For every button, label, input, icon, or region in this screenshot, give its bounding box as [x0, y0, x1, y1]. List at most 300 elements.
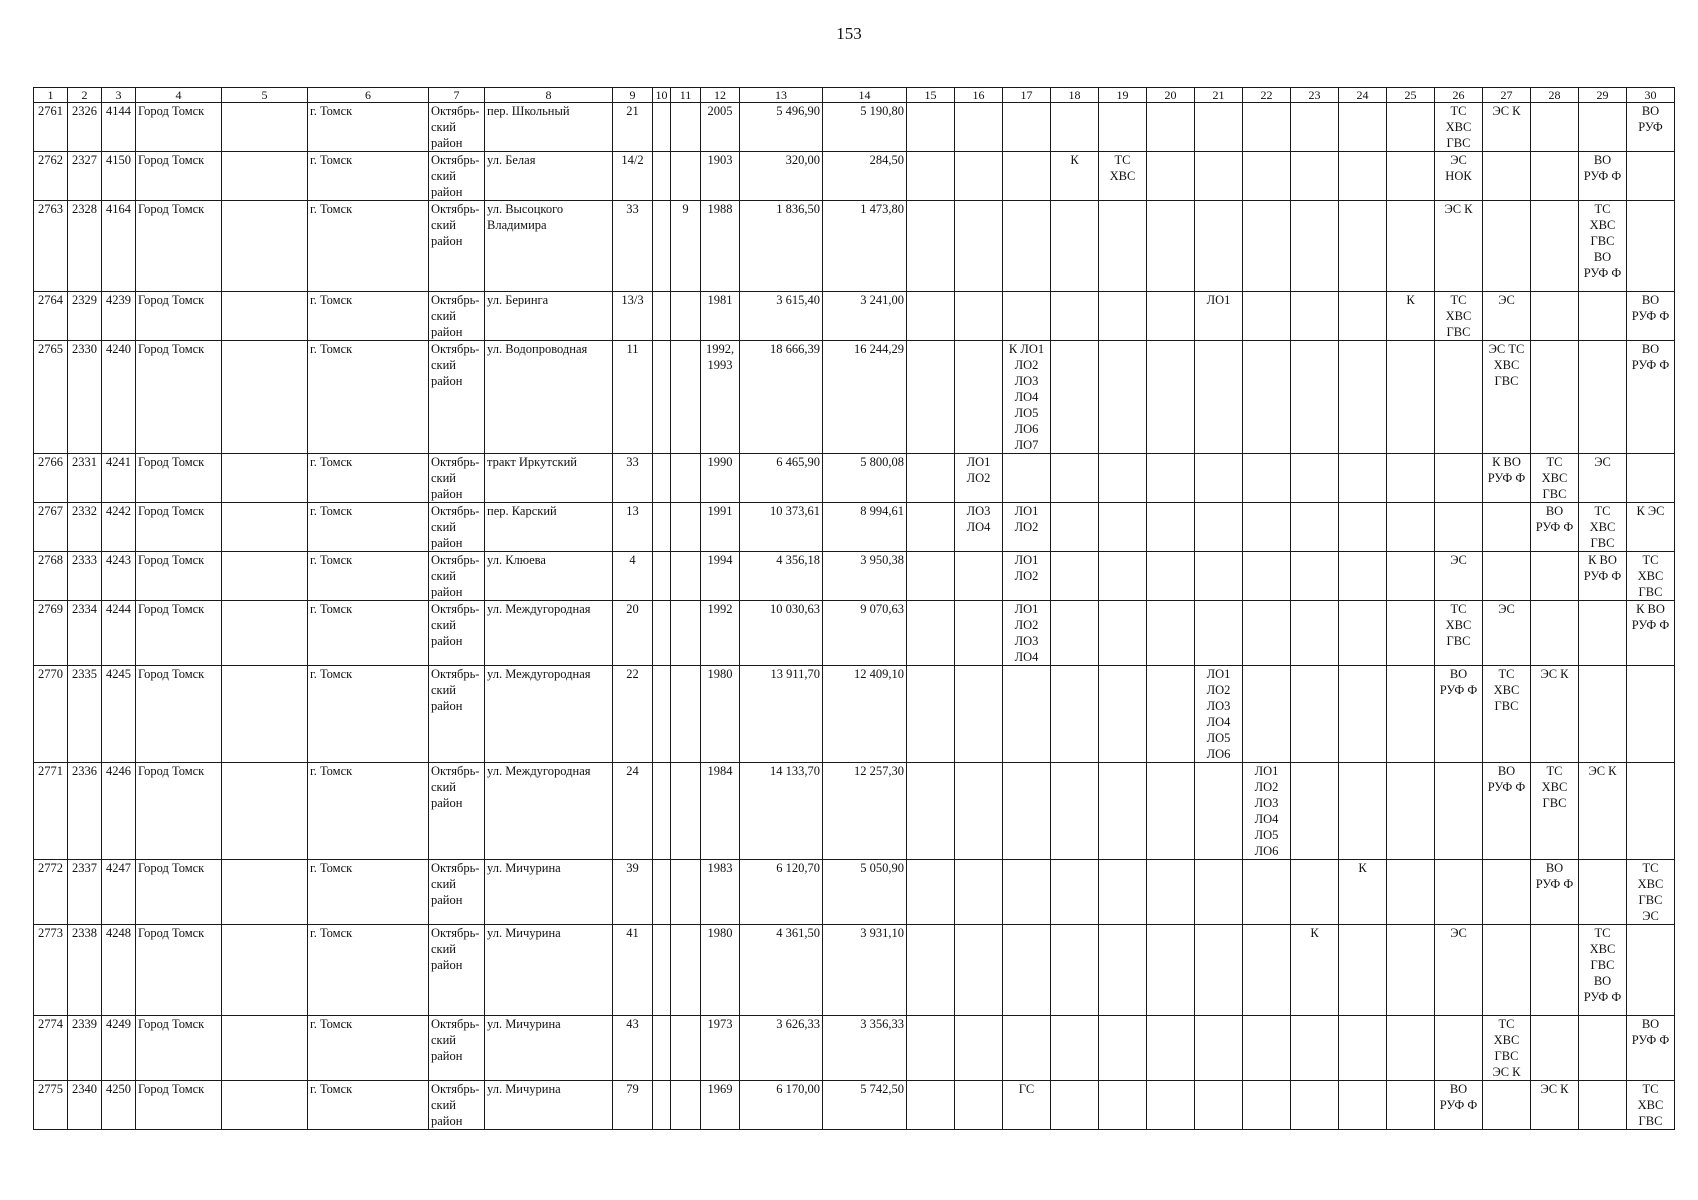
cell-col-3: 4250: [102, 1081, 136, 1130]
cell-col-4: Город Томск: [136, 763, 222, 860]
cell-col-18: [1051, 552, 1099, 601]
cell-col-20: [1147, 925, 1195, 1016]
table-row: [34, 201, 1675, 292]
cell-col-6: г. Томск: [308, 925, 429, 1016]
cell-col-16: [955, 763, 1003, 860]
cell-col-29: ЭС К: [1579, 763, 1627, 860]
cell-col-6: г. Томск: [308, 601, 429, 666]
cell-col-17: [1003, 860, 1051, 925]
cell-col-18: [1051, 763, 1099, 860]
cell-col-10: [653, 763, 671, 860]
cell-col-8: ул. Мичурина: [485, 925, 613, 1016]
cell-col-18: К: [1051, 152, 1099, 201]
cell-col-9: 14/2: [613, 152, 653, 201]
cell-col-16: [955, 925, 1003, 1016]
column-header-18: 18: [1051, 88, 1099, 103]
cell-col-6: г. Томск: [308, 763, 429, 860]
cell-col-26: [1435, 503, 1483, 552]
cell-col-18: [1051, 201, 1099, 292]
cell-col-9: 33: [613, 201, 653, 292]
cell-col-10: [653, 1081, 671, 1130]
column-header-9: 9: [613, 88, 653, 103]
cell-col-15: [907, 292, 955, 341]
cell-col-3: 4245: [102, 666, 136, 763]
cell-col-4: Город Томск: [136, 152, 222, 201]
cell-col-25: К: [1387, 292, 1435, 341]
cell-col-22: [1243, 152, 1291, 201]
cell-col-30: [1627, 925, 1675, 1016]
cell-col-7: Октябрь- ский район: [429, 552, 485, 601]
cell-col-20: [1147, 601, 1195, 666]
cell-col-30: ВО РУФ: [1627, 103, 1675, 152]
cell-col-11: [671, 601, 701, 666]
cell-col-14: 1 473,80: [823, 201, 907, 292]
cell-col-10: [653, 503, 671, 552]
cell-col-13: 6 170,00: [740, 1081, 823, 1130]
cell-col-23: [1291, 503, 1339, 552]
cell-col-28: ВО РУФ Ф: [1531, 503, 1579, 552]
cell-col-13: 10 030,63: [740, 601, 823, 666]
cell-col-16: [955, 601, 1003, 666]
cell-col-1: 2766: [34, 454, 68, 503]
cell-col-2: 2331: [68, 454, 102, 503]
cell-col-26: ЭС: [1435, 552, 1483, 601]
cell-col-4: Город Томск: [136, 666, 222, 763]
cell-col-15: [907, 763, 955, 860]
cell-col-20: [1147, 552, 1195, 601]
cell-col-6: г. Томск: [308, 860, 429, 925]
cell-col-7: Октябрь- ский район: [429, 103, 485, 152]
cell-col-15: [907, 1081, 955, 1130]
cell-col-7: Октябрь- ский район: [429, 925, 485, 1016]
column-header-12: 12: [701, 88, 740, 103]
cell-col-13: 14 133,70: [740, 763, 823, 860]
column-header-28: 28: [1531, 88, 1579, 103]
cell-col-21: [1195, 201, 1243, 292]
cell-col-5: [222, 601, 308, 666]
cell-col-3: 4240: [102, 341, 136, 454]
cell-col-26: [1435, 860, 1483, 925]
cell-col-1: 2769: [34, 601, 68, 666]
cell-col-6: г. Томск: [308, 1016, 429, 1081]
cell-col-3: 4246: [102, 763, 136, 860]
cell-col-9: 20: [613, 601, 653, 666]
cell-col-17: [1003, 152, 1051, 201]
cell-col-25: [1387, 925, 1435, 1016]
cell-col-7: Октябрь- ский район: [429, 152, 485, 201]
cell-col-18: [1051, 1016, 1099, 1081]
cell-col-14: 3 931,10: [823, 925, 907, 1016]
cell-col-24: [1339, 1016, 1387, 1081]
cell-col-22: [1243, 601, 1291, 666]
cell-col-1: 2772: [34, 860, 68, 925]
cell-col-30: [1627, 201, 1675, 292]
cell-col-12: 1980: [701, 666, 740, 763]
cell-col-8: ул. Междугородная: [485, 601, 613, 666]
cell-col-1: 2762: [34, 152, 68, 201]
cell-col-15: [907, 666, 955, 763]
cell-col-8: пер. Школьный: [485, 103, 613, 152]
cell-col-10: [653, 552, 671, 601]
cell-col-18: [1051, 341, 1099, 454]
cell-col-25: [1387, 860, 1435, 925]
cell-col-2: 2326: [68, 103, 102, 152]
cell-col-28: ЭС К: [1531, 1081, 1579, 1130]
cell-col-21: [1195, 601, 1243, 666]
cell-col-21: [1195, 503, 1243, 552]
cell-col-24: [1339, 925, 1387, 1016]
cell-col-12: 1969: [701, 1081, 740, 1130]
cell-col-30: ВО РУФ Ф: [1627, 341, 1675, 454]
table-row: [34, 454, 1675, 503]
cell-col-15: [907, 925, 955, 1016]
cell-col-26: [1435, 1016, 1483, 1081]
cell-col-2: 2334: [68, 601, 102, 666]
cell-col-9: 11: [613, 341, 653, 454]
cell-col-25: [1387, 552, 1435, 601]
cell-col-12: 1983: [701, 860, 740, 925]
cell-col-6: г. Томск: [308, 103, 429, 152]
column-header-11: 11: [671, 88, 701, 103]
cell-col-10: [653, 925, 671, 1016]
cell-col-23: [1291, 601, 1339, 666]
column-header-16: 16: [955, 88, 1003, 103]
cell-col-19: [1099, 666, 1147, 763]
cell-col-27: К ВО РУФ Ф: [1483, 454, 1531, 503]
cell-col-23: [1291, 666, 1339, 763]
cell-col-18: [1051, 292, 1099, 341]
cell-col-7: Октябрь- ский район: [429, 1016, 485, 1081]
cell-col-20: [1147, 103, 1195, 152]
column-header-27: 27: [1483, 88, 1531, 103]
cell-col-4: Город Томск: [136, 201, 222, 292]
cell-col-22: [1243, 925, 1291, 1016]
cell-col-7: Октябрь- ский район: [429, 341, 485, 454]
cell-col-13: 4 356,18: [740, 552, 823, 601]
cell-col-22: [1243, 1081, 1291, 1130]
cell-col-18: [1051, 103, 1099, 152]
cell-col-3: 4164: [102, 201, 136, 292]
cell-col-9: 79: [613, 1081, 653, 1130]
cell-col-18: [1051, 925, 1099, 1016]
cell-col-25: [1387, 341, 1435, 454]
cell-col-7: Октябрь- ский район: [429, 503, 485, 552]
cell-col-24: [1339, 763, 1387, 860]
cell-col-1: 2771: [34, 763, 68, 860]
column-header-17: 17: [1003, 88, 1051, 103]
cell-col-21: [1195, 103, 1243, 152]
cell-col-10: [653, 103, 671, 152]
cell-col-13: 1 836,50: [740, 201, 823, 292]
cell-col-27: [1483, 1081, 1531, 1130]
cell-col-1: 2775: [34, 1081, 68, 1130]
cell-col-20: [1147, 860, 1195, 925]
cell-col-13: 6 465,90: [740, 454, 823, 503]
cell-col-16: [955, 341, 1003, 454]
cell-col-17: ЛО1 ЛО2 ЛО3 ЛО4: [1003, 601, 1051, 666]
cell-col-15: [907, 454, 955, 503]
cell-col-11: [671, 454, 701, 503]
cell-col-28: [1531, 292, 1579, 341]
cell-col-14: 5 050,90: [823, 860, 907, 925]
cell-col-2: 2330: [68, 341, 102, 454]
cell-col-7: Октябрь- ский район: [429, 860, 485, 925]
cell-col-27: [1483, 925, 1531, 1016]
cell-col-13: 320,00: [740, 152, 823, 201]
cell-col-9: 24: [613, 763, 653, 860]
cell-col-30: К ВО РУФ Ф: [1627, 601, 1675, 666]
cell-col-29: [1579, 103, 1627, 152]
cell-col-27: ТС ХВС ГВС: [1483, 666, 1531, 763]
table-row: [34, 925, 1675, 1016]
cell-col-14: 5 190,80: [823, 103, 907, 152]
cell-col-20: [1147, 763, 1195, 860]
cell-col-9: 33: [613, 454, 653, 503]
cell-col-28: [1531, 925, 1579, 1016]
cell-col-30: [1627, 152, 1675, 201]
cell-col-5: [222, 103, 308, 152]
cell-col-24: [1339, 552, 1387, 601]
cell-col-6: г. Томск: [308, 292, 429, 341]
cell-col-25: [1387, 1081, 1435, 1130]
cell-col-12: 1984: [701, 763, 740, 860]
cell-col-6: г. Томск: [308, 152, 429, 201]
cell-col-28: [1531, 201, 1579, 292]
cell-col-24: [1339, 503, 1387, 552]
cell-col-7: Октябрь- ский район: [429, 1081, 485, 1130]
cell-col-22: [1243, 454, 1291, 503]
cell-col-2: 2338: [68, 925, 102, 1016]
cell-col-12: 1991: [701, 503, 740, 552]
cell-col-29: ВО РУФ Ф: [1579, 152, 1627, 201]
column-header-4: 4: [136, 88, 222, 103]
cell-col-11: [671, 503, 701, 552]
cell-col-19: [1099, 341, 1147, 454]
cell-col-8: ул. Междугородная: [485, 666, 613, 763]
cell-col-8: ул. Беринга: [485, 292, 613, 341]
cell-col-4: Город Томск: [136, 1016, 222, 1081]
column-header-20: 20: [1147, 88, 1195, 103]
cell-col-14: 3 356,33: [823, 1016, 907, 1081]
cell-col-7: Октябрь- ский район: [429, 454, 485, 503]
cell-col-17: [1003, 103, 1051, 152]
table-row: [34, 152, 1675, 201]
table-row: [34, 601, 1675, 666]
column-header-10: 10: [653, 88, 671, 103]
cell-col-2: 2340: [68, 1081, 102, 1130]
table-row: [34, 666, 1675, 763]
cell-col-28: ЭС К: [1531, 666, 1579, 763]
cell-col-16: [955, 552, 1003, 601]
cell-col-8: ул. Междугородная: [485, 763, 613, 860]
cell-col-21: ЛО1: [1195, 292, 1243, 341]
cell-col-24: [1339, 292, 1387, 341]
cell-col-18: [1051, 454, 1099, 503]
cell-col-13: 6 120,70: [740, 860, 823, 925]
cell-col-11: 9: [671, 201, 701, 292]
cell-col-19: [1099, 925, 1147, 1016]
cell-col-5: [222, 292, 308, 341]
cell-col-26: ТС ХВС ГВС: [1435, 103, 1483, 152]
cell-col-10: [653, 341, 671, 454]
column-header-29: 29: [1579, 88, 1627, 103]
cell-col-12: 1973: [701, 1016, 740, 1081]
cell-col-19: [1099, 292, 1147, 341]
header-row: [34, 88, 1675, 103]
cell-col-21: [1195, 925, 1243, 1016]
cell-col-1: 2763: [34, 201, 68, 292]
cell-col-24: [1339, 341, 1387, 454]
cell-col-25: [1387, 1016, 1435, 1081]
cell-col-12: 1994: [701, 552, 740, 601]
cell-col-28: ТС ХВС ГВС: [1531, 763, 1579, 860]
cell-col-12: 1980: [701, 925, 740, 1016]
cell-col-19: [1099, 1016, 1147, 1081]
cell-col-16: ЛО3 ЛО4: [955, 503, 1003, 552]
cell-col-17: [1003, 292, 1051, 341]
cell-col-23: [1291, 1081, 1339, 1130]
table-row: [34, 503, 1675, 552]
cell-col-29: ТС ХВС ГВС ВО РУФ Ф: [1579, 925, 1627, 1016]
cell-col-21: [1195, 152, 1243, 201]
table-row: [34, 1016, 1675, 1081]
cell-col-23: [1291, 152, 1339, 201]
cell-col-25: [1387, 103, 1435, 152]
cell-col-30: [1627, 454, 1675, 503]
cell-col-20: [1147, 666, 1195, 763]
column-header-6: 6: [308, 88, 429, 103]
cell-col-4: Город Томск: [136, 341, 222, 454]
cell-col-9: 4: [613, 552, 653, 601]
cell-col-17: ЛО1 ЛО2: [1003, 552, 1051, 601]
cell-col-3: 4247: [102, 860, 136, 925]
cell-col-24: [1339, 601, 1387, 666]
cell-col-5: [222, 763, 308, 860]
cell-col-15: [907, 103, 955, 152]
cell-col-10: [653, 666, 671, 763]
cell-col-6: г. Томск: [308, 1081, 429, 1130]
cell-col-17: [1003, 666, 1051, 763]
column-header-25: 25: [1387, 88, 1435, 103]
cell-col-29: ТС ХВС ГВС ВО РУФ Ф: [1579, 201, 1627, 292]
cell-col-28: ВО РУФ Ф: [1531, 860, 1579, 925]
cell-col-5: [222, 1016, 308, 1081]
cell-col-2: 2332: [68, 503, 102, 552]
cell-col-24: К: [1339, 860, 1387, 925]
cell-col-30: ТС ХВС ГВС: [1627, 552, 1675, 601]
cell-col-24: [1339, 666, 1387, 763]
cell-col-6: г. Томск: [308, 201, 429, 292]
cell-col-29: [1579, 341, 1627, 454]
cell-col-22: [1243, 1016, 1291, 1081]
cell-col-4: Город Томск: [136, 503, 222, 552]
cell-col-15: [907, 1016, 955, 1081]
cell-col-3: 4244: [102, 601, 136, 666]
cell-col-5: [222, 503, 308, 552]
cell-col-20: [1147, 1016, 1195, 1081]
cell-col-25: [1387, 454, 1435, 503]
cell-col-20: [1147, 341, 1195, 454]
column-header-30: 30: [1627, 88, 1675, 103]
cell-col-17: ЛО1 ЛО2: [1003, 503, 1051, 552]
cell-col-11: [671, 860, 701, 925]
cell-col-2: 2339: [68, 1016, 102, 1081]
cell-col-26: ЭС К: [1435, 201, 1483, 292]
cell-col-27: ЭС: [1483, 601, 1531, 666]
column-header-5: 5: [222, 88, 308, 103]
cell-col-18: [1051, 860, 1099, 925]
cell-col-3: 4242: [102, 503, 136, 552]
cell-col-13: 13 911,70: [740, 666, 823, 763]
cell-col-17: [1003, 201, 1051, 292]
cell-col-14: 3 241,00: [823, 292, 907, 341]
cell-col-15: [907, 552, 955, 601]
cell-col-29: [1579, 860, 1627, 925]
cell-col-17: [1003, 1016, 1051, 1081]
cell-col-19: [1099, 201, 1147, 292]
cell-col-14: 3 950,38: [823, 552, 907, 601]
cell-col-26: ЭС: [1435, 925, 1483, 1016]
cell-col-9: 22: [613, 666, 653, 763]
cell-col-17: К ЛО1 ЛО2 ЛО3 ЛО4 ЛО5 ЛО6 ЛО7: [1003, 341, 1051, 454]
cell-col-27: [1483, 201, 1531, 292]
cell-col-27: ТС ХВС ГВС ЭС К: [1483, 1016, 1531, 1081]
cell-col-19: [1099, 860, 1147, 925]
cell-col-10: [653, 1016, 671, 1081]
cell-col-17: [1003, 925, 1051, 1016]
cell-col-7: Октябрь- ский район: [429, 601, 485, 666]
cell-col-30: К ЭС: [1627, 503, 1675, 552]
cell-col-14: 16 244,29: [823, 341, 907, 454]
cell-col-19: [1099, 1081, 1147, 1130]
cell-col-2: 2335: [68, 666, 102, 763]
cell-col-12: 1992: [701, 601, 740, 666]
table-row: [34, 103, 1675, 152]
cell-col-3: 4248: [102, 925, 136, 1016]
cell-col-1: 2770: [34, 666, 68, 763]
cell-col-8: ул. Белая: [485, 152, 613, 201]
cell-col-14: 5 800,08: [823, 454, 907, 503]
cell-col-24: [1339, 454, 1387, 503]
cell-col-27: ЭС К: [1483, 103, 1531, 152]
cell-col-11: [671, 1081, 701, 1130]
cell-col-12: 1992, 1993: [701, 341, 740, 454]
cell-col-21: [1195, 1081, 1243, 1130]
cell-col-4: Город Томск: [136, 103, 222, 152]
cell-col-28: [1531, 1016, 1579, 1081]
cell-col-30: [1627, 763, 1675, 860]
cell-col-8: тракт Иркутский: [485, 454, 613, 503]
cell-col-22: [1243, 666, 1291, 763]
cell-col-20: [1147, 1081, 1195, 1130]
cell-col-27: [1483, 152, 1531, 201]
cell-col-3: 4239: [102, 292, 136, 341]
table-body: [34, 103, 1675, 1130]
cell-col-16: [955, 152, 1003, 201]
cell-col-5: [222, 201, 308, 292]
cell-col-4: Город Томск: [136, 1081, 222, 1130]
cell-col-21: [1195, 454, 1243, 503]
cell-col-19: [1099, 103, 1147, 152]
cell-col-8: ул. Высоцкого Владимира: [485, 201, 613, 292]
table-row: [34, 552, 1675, 601]
cell-col-4: Город Томск: [136, 860, 222, 925]
cell-col-27: ЭС: [1483, 292, 1531, 341]
cell-col-5: [222, 552, 308, 601]
cell-col-29: [1579, 666, 1627, 763]
cell-col-27: [1483, 503, 1531, 552]
cell-col-23: [1291, 552, 1339, 601]
